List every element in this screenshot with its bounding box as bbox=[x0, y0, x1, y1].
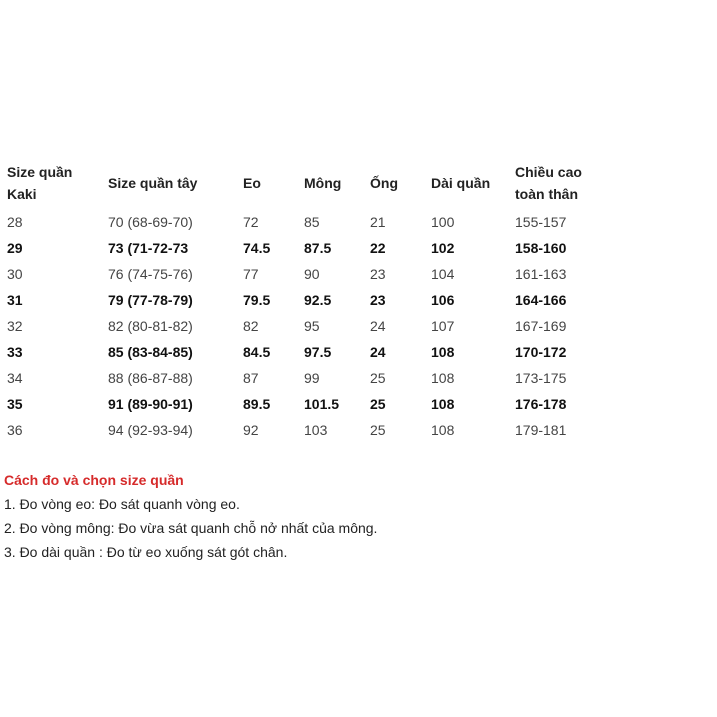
cell-mong: 85 bbox=[304, 214, 320, 230]
cell-size-kaki: 32 bbox=[7, 318, 23, 334]
note-length: 3. Đo dài quần : Đo từ eo xuống sát gót chân. bbox=[4, 544, 288, 560]
table-row bbox=[3, 391, 621, 417]
cell-size-quan-tay: 79 (77-78-79) bbox=[108, 292, 193, 308]
cell-ong: 25 bbox=[370, 396, 386, 412]
cell-size-quan-tay: 73 (71-72-73 bbox=[108, 240, 189, 256]
cell-chieu-cao: 176-178 bbox=[515, 396, 567, 412]
header-dai-quan: Dài quần bbox=[431, 175, 491, 191]
cell-ong: 21 bbox=[370, 214, 386, 230]
table-row bbox=[3, 339, 621, 365]
cell-size-kaki: 33 bbox=[7, 344, 23, 360]
cell-ong: 24 bbox=[370, 318, 386, 334]
cell-size-quan-tay: 91 (89-90-91) bbox=[108, 396, 193, 412]
table-header-row bbox=[3, 157, 621, 209]
cell-size-quan-tay: 82 (80-81-82) bbox=[108, 318, 193, 334]
header-size-quan-tay: Size quần tây bbox=[108, 175, 198, 191]
cell-size-kaki: 34 bbox=[7, 370, 23, 386]
cell-mong: 87.5 bbox=[304, 240, 332, 256]
cell-dai-quan: 104 bbox=[431, 266, 455, 282]
cell-dai-quan: 108 bbox=[431, 422, 455, 438]
cell-mong: 99 bbox=[304, 370, 320, 386]
cell-chieu-cao: 155-157 bbox=[515, 214, 567, 230]
cell-chieu-cao: 173-175 bbox=[515, 370, 567, 386]
cell-eo: 87 bbox=[243, 370, 259, 386]
cell-eo: 79.5 bbox=[243, 292, 271, 308]
cell-eo: 84.5 bbox=[243, 344, 271, 360]
table-row bbox=[3, 235, 621, 261]
cell-size-kaki: 31 bbox=[7, 292, 23, 308]
cell-eo: 89.5 bbox=[243, 396, 271, 412]
cell-ong: 22 bbox=[370, 240, 386, 256]
cell-dai-quan: 108 bbox=[431, 344, 455, 360]
cell-size-quan-tay: 85 (83-84-85) bbox=[108, 344, 193, 360]
cell-chieu-cao: 161-163 bbox=[515, 266, 567, 282]
cell-dai-quan: 102 bbox=[431, 240, 455, 256]
cell-ong: 23 bbox=[370, 266, 386, 282]
cell-ong: 25 bbox=[370, 422, 386, 438]
table-row bbox=[3, 417, 621, 443]
note-hip: 2. Đo vòng mông: Đo vừa sát quanh chỗ nở nhất của mông. bbox=[4, 520, 378, 536]
header-eo: Eo bbox=[243, 175, 261, 191]
cell-mong: 103 bbox=[304, 422, 328, 438]
cell-dai-quan: 108 bbox=[431, 370, 455, 386]
cell-chieu-cao: 164-166 bbox=[515, 292, 567, 308]
cell-size-kaki: 30 bbox=[7, 266, 23, 282]
cell-ong: 25 bbox=[370, 370, 386, 386]
cell-eo: 82 bbox=[243, 318, 259, 334]
cell-size-kaki: 28 bbox=[7, 214, 23, 230]
cell-dai-quan: 108 bbox=[431, 396, 455, 412]
cell-chieu-cao: 167-169 bbox=[515, 318, 567, 334]
table-row bbox=[3, 365, 621, 391]
cell-size-quan-tay: 76 (74-75-76) bbox=[108, 266, 193, 282]
cell-size-kaki: 35 bbox=[7, 396, 23, 412]
header-mong: Mông bbox=[304, 175, 342, 191]
cell-size-kaki: 29 bbox=[7, 240, 23, 256]
cell-ong: 23 bbox=[370, 292, 386, 308]
table-row bbox=[3, 261, 621, 287]
cell-ong: 24 bbox=[370, 344, 386, 360]
cell-mong: 92.5 bbox=[304, 292, 332, 308]
notes-title: Cách đo và chọn size quần bbox=[4, 472, 184, 488]
header-size-kaki: Size quần Kaki bbox=[7, 164, 73, 202]
cell-mong: 90 bbox=[304, 266, 320, 282]
table-row bbox=[3, 209, 621, 235]
measurement-notes bbox=[4, 468, 704, 564]
table-body bbox=[3, 209, 621, 443]
cell-chieu-cao: 179-181 bbox=[515, 422, 567, 438]
cell-eo: 72 bbox=[243, 214, 259, 230]
cell-size-quan-tay: 70 (68-69-70) bbox=[108, 214, 193, 230]
cell-eo: 77 bbox=[243, 266, 259, 282]
cell-chieu-cao: 158-160 bbox=[515, 240, 567, 256]
cell-size-kaki: 36 bbox=[7, 422, 23, 438]
cell-size-quan-tay: 94 (92-93-94) bbox=[108, 422, 193, 438]
cell-dai-quan: 107 bbox=[431, 318, 455, 334]
cell-mong: 95 bbox=[304, 318, 320, 334]
size-table bbox=[3, 157, 621, 443]
cell-mong: 97.5 bbox=[304, 344, 332, 360]
cell-eo: 92 bbox=[243, 422, 259, 438]
table-row bbox=[3, 313, 621, 339]
cell-chieu-cao: 170-172 bbox=[515, 344, 567, 360]
cell-dai-quan: 100 bbox=[431, 214, 455, 230]
cell-mong: 101.5 bbox=[304, 396, 340, 412]
header-chieu-cao: Chiều cao toàn thân bbox=[515, 164, 582, 202]
note-waist: 1. Đo vòng eo: Đo sát quanh vòng eo. bbox=[4, 496, 240, 512]
header-ong: Ống bbox=[370, 175, 398, 191]
cell-dai-quan: 106 bbox=[431, 292, 455, 308]
cell-eo: 74.5 bbox=[243, 240, 271, 256]
cell-size-quan-tay: 88 (86-87-88) bbox=[108, 370, 193, 386]
table-row bbox=[3, 287, 621, 313]
